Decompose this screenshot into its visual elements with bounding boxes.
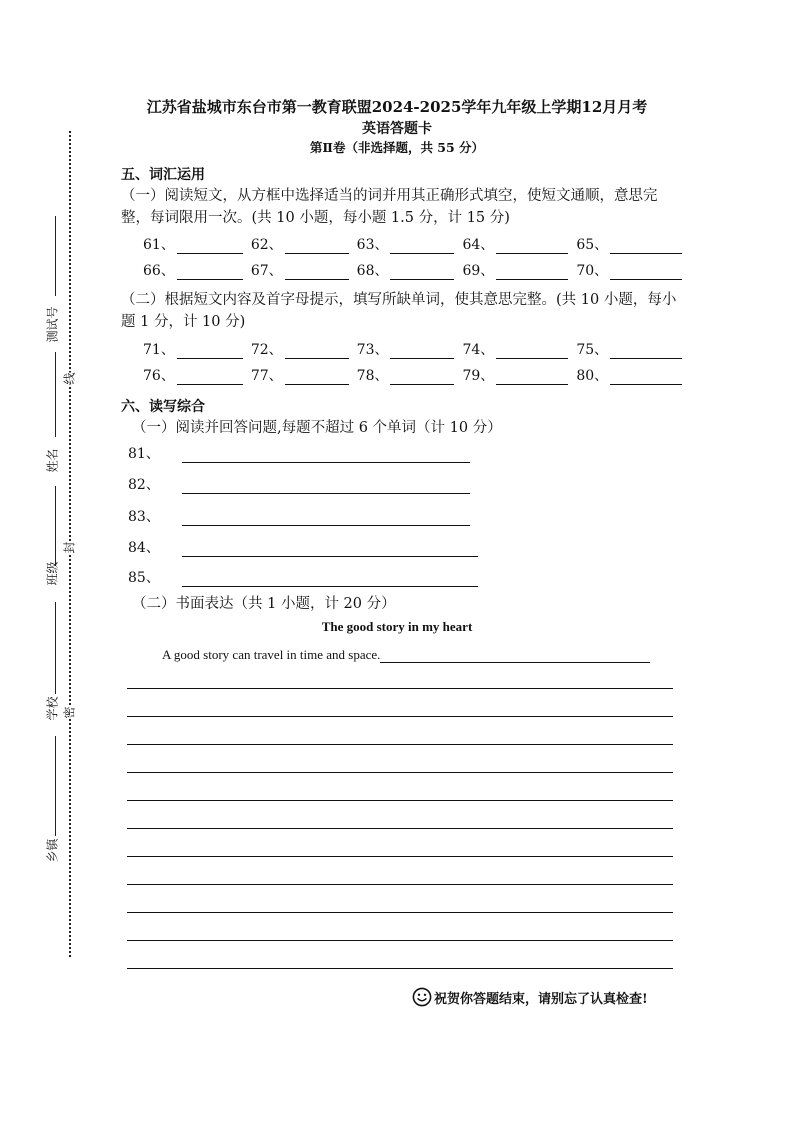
answer-number: 78、 — [356, 368, 389, 384]
essay-line[interactable] — [127, 884, 673, 885]
answer-blank-70 — [576, 260, 682, 280]
answer-number: 69、 — [462, 263, 495, 279]
answer-blank-79 — [462, 365, 568, 385]
answer-number: 62、 — [250, 237, 283, 253]
answer-blank-67 — [251, 260, 349, 280]
field-line-test-number[interactable] — [55, 216, 56, 296]
answer-blank-62 — [251, 234, 349, 254]
question-row-83 — [128, 506, 470, 526]
answer-line[interactable] — [177, 369, 243, 385]
essay-first-line — [162, 647, 650, 663]
answer-number: 71、 — [143, 342, 175, 358]
section6-part1-instruction: （一）阅读并回答问题,每题不超过 6 个单词（计 10 分） — [132, 420, 502, 436]
answer-line[interactable] — [610, 369, 682, 385]
answer-row-76-80 — [143, 365, 678, 385]
answer-blank-64 — [462, 234, 568, 254]
answer-line[interactable] — [496, 264, 568, 280]
answer-blank-73 — [357, 339, 455, 359]
answer-number: 70、 — [576, 263, 609, 279]
essay-line[interactable] — [127, 968, 673, 969]
answer-line[interactable] — [496, 369, 568, 385]
answer-line[interactable] — [285, 238, 349, 254]
field-label-town: 乡镇 — [45, 838, 60, 863]
answer-line[interactable] — [285, 369, 349, 385]
answer-blank-72 — [251, 339, 349, 359]
question-number: 84、 — [128, 540, 160, 556]
answer-number: 79、 — [462, 368, 495, 384]
smiley-icon — [412, 987, 432, 1007]
answer-number: 61、 — [143, 237, 175, 253]
answer-blank-78 — [357, 365, 455, 385]
section5-part2-instruction: （二）根据短文内容及首字母提示，填写所缺单词，使其意思完整。(共 10 小题，每小题 1 分，计 10 分) — [121, 292, 677, 330]
field-line-class[interactable] — [55, 486, 56, 566]
answer-line[interactable] — [177, 238, 243, 254]
essay-line[interactable] — [127, 912, 673, 913]
field-line-school[interactable] — [55, 602, 56, 694]
answer-blank-74 — [462, 339, 568, 359]
essay-line[interactable] — [127, 828, 673, 829]
answer-row-71-75 — [143, 339, 678, 359]
question-number: 85、 — [128, 570, 160, 586]
answer-number: 63、 — [356, 237, 389, 253]
answer-number: 67、 — [250, 263, 283, 279]
answer-line[interactable] — [285, 343, 349, 359]
answer-line[interactable] — [390, 369, 454, 385]
answer-blank-80 — [576, 365, 682, 385]
essay-line[interactable] — [127, 744, 673, 745]
question-answer-line[interactable] — [182, 572, 478, 587]
seal-word-secret: 密 — [59, 706, 80, 718]
question-answer-line[interactable] — [182, 542, 478, 557]
answer-number: 80、 — [576, 368, 609, 384]
answer-number: 72、 — [250, 342, 283, 358]
part-info: 第Ⅱ卷（非选择题，共 55 分） — [309, 140, 485, 155]
answer-blank-63 — [357, 234, 455, 254]
answer-line[interactable] — [177, 343, 243, 359]
essay-first-sentence: A good story can travel in time and space. — [162, 647, 381, 662]
answer-blank-65 — [576, 234, 682, 254]
field-label-class: 班级 — [45, 561, 60, 586]
answer-blank-61 — [143, 234, 243, 254]
answer-row-66-70 — [143, 260, 678, 280]
answer-number: 65、 — [576, 237, 609, 253]
page-subtitle: 英语答题卡 — [362, 121, 432, 137]
section6-heading: 六、读写综合 — [121, 399, 205, 415]
answer-number: 64、 — [462, 237, 495, 253]
question-row-85 — [128, 567, 478, 587]
essay-line[interactable] — [127, 856, 673, 857]
question-number: 81、 — [128, 446, 160, 462]
answer-number: 68、 — [356, 263, 389, 279]
answer-blank-66 — [143, 260, 243, 280]
essay-line[interactable] — [127, 716, 673, 717]
question-number: 82、 — [128, 477, 160, 493]
answer-line[interactable] — [496, 343, 568, 359]
footer-text: 祝贺你答题结束，请别忘了认真检查! — [434, 991, 648, 1007]
answer-line[interactable] — [390, 264, 454, 280]
answer-line[interactable] — [496, 238, 568, 254]
answer-number: 75、 — [576, 342, 609, 358]
answer-blank-69 — [462, 260, 568, 280]
answer-number: 66、 — [143, 263, 175, 279]
question-answer-line[interactable] — [182, 448, 470, 463]
answer-line[interactable] — [610, 238, 682, 254]
answer-blank-68 — [357, 260, 455, 280]
field-line-name[interactable] — [55, 352, 56, 437]
essay-line[interactable] — [380, 648, 650, 663]
answer-line[interactable] — [390, 238, 454, 254]
seal-word-seal: 封 — [59, 541, 80, 553]
essay-title: The good story in my heart — [321, 619, 473, 634]
answer-line[interactable] — [610, 343, 682, 359]
field-label-name: 姓名 — [45, 448, 60, 473]
page-title: 江苏省盐城市东台市第一教育联盟2024-2025学年九年级上学期12月月考 — [146, 98, 648, 116]
field-label-school: 学校 — [45, 696, 60, 721]
question-row-81 — [128, 443, 470, 463]
answer-line[interactable] — [610, 264, 682, 280]
section6-part2-instruction: （二）书面表达（共 1 小题，计 20 分） — [132, 596, 396, 612]
section5-part1-instruction: （一）阅读短文，从方框中选择适当的词并用其正确形式填空，使短文通顺，意思完整，每词限用一次。(共 10 小题，每小题 1.5 分，计 15 分) — [121, 188, 658, 226]
question-answer-line[interactable] — [182, 511, 470, 526]
section5-heading: 五、词汇运用 — [121, 167, 205, 183]
answer-row-61-65 — [143, 234, 678, 254]
question-answer-line[interactable] — [182, 479, 470, 494]
essay-line[interactable] — [127, 688, 673, 689]
answer-line[interactable] — [390, 343, 454, 359]
answer-blank-76 — [143, 365, 243, 385]
answer-line[interactable] — [285, 264, 349, 280]
answer-line[interactable] — [177, 264, 243, 280]
question-number: 83、 — [128, 509, 160, 525]
question-row-84 — [128, 537, 478, 557]
answer-blank-71 — [143, 339, 243, 359]
answer-blank-75 — [576, 339, 682, 359]
field-label-test-number: 测试号 — [45, 306, 60, 343]
seal-word-line: 线 — [59, 372, 80, 384]
answer-number: 76、 — [143, 368, 175, 384]
essay-line[interactable] — [127, 800, 673, 801]
answer-number: 77、 — [250, 368, 283, 384]
essay-line[interactable] — [127, 772, 673, 773]
answer-number: 73、 — [356, 342, 389, 358]
answer-blank-77 — [251, 365, 349, 385]
question-row-82 — [128, 474, 470, 494]
essay-line[interactable] — [127, 940, 673, 941]
footer-message — [412, 987, 648, 1007]
answer-number: 74、 — [462, 342, 495, 358]
field-line-town[interactable] — [55, 736, 56, 836]
